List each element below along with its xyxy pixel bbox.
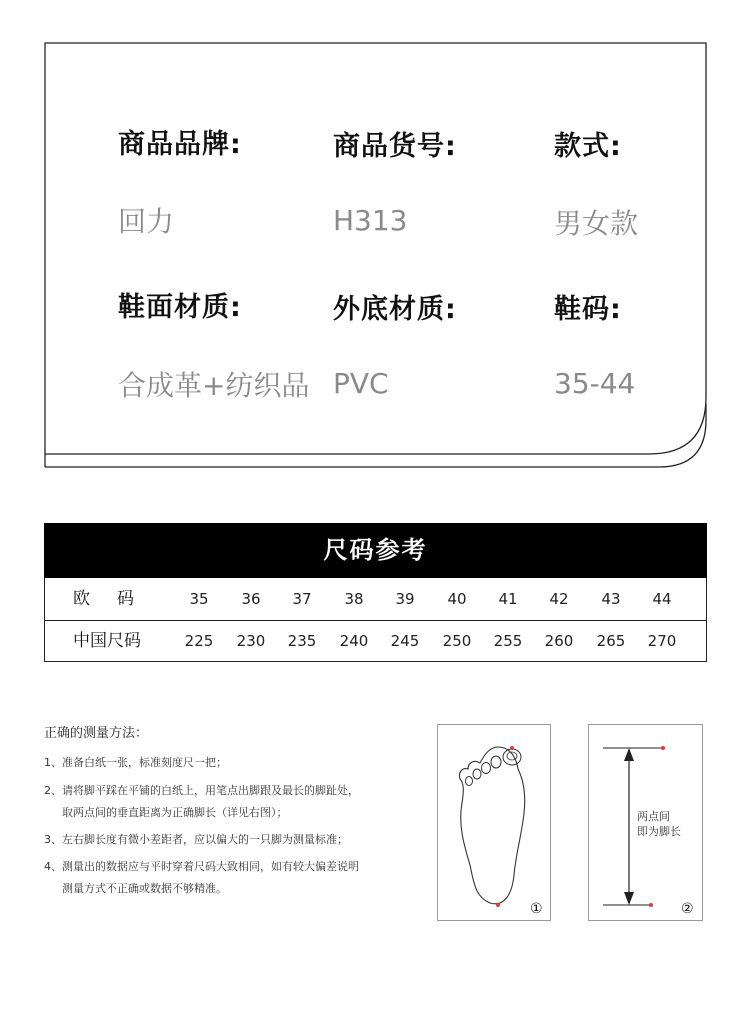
style-value: 男女款 xyxy=(554,207,639,240)
size-chart-title: 尺码参考 xyxy=(44,523,707,578)
length-diagram xyxy=(588,724,703,921)
upper-material-value: 合成革+纺织品 xyxy=(118,369,310,402)
size-cell: 255 xyxy=(493,632,523,650)
item-no-label: 商品货号: xyxy=(333,131,457,162)
heel-point-marker xyxy=(496,903,500,907)
shoe-size-value: 35-44 xyxy=(554,367,636,400)
size-cell: 235 xyxy=(287,632,317,650)
measurement-title: 正确的测量方法： xyxy=(44,726,149,741)
upper-material-label: 鞋面材质: xyxy=(118,292,242,323)
measurement-step: 1、准备白纸一张，标准刻度尺一把； xyxy=(44,756,227,769)
size-cell: 43 xyxy=(601,590,621,608)
size-cell: 41 xyxy=(498,590,518,608)
size-cell: 260 xyxy=(544,632,574,650)
measurement-step-continued: 取两点间的垂直距离为正确脚长（详见右图）； xyxy=(62,806,288,819)
shoe-size-label: 鞋码: xyxy=(554,294,622,325)
foot-outline-icon xyxy=(438,725,550,920)
size-cell: 250 xyxy=(442,632,472,650)
size-cell: 37 xyxy=(292,590,312,608)
length-label-line1: 两点间 xyxy=(637,810,670,823)
figure2-marker: ② xyxy=(681,901,694,917)
product-info-card xyxy=(44,42,708,470)
size-cell: 230 xyxy=(236,632,266,650)
size-cell: 39 xyxy=(395,590,415,608)
sole-material-label: 外底材质: xyxy=(333,294,457,325)
sole-material-value: PVC xyxy=(333,367,389,400)
brand-label: 商品品牌: xyxy=(118,129,242,160)
size-cell: 265 xyxy=(596,632,626,650)
foot-diagram xyxy=(437,724,551,921)
length-label-line2: 即为脚长 xyxy=(637,825,681,838)
size-cell: 245 xyxy=(390,632,420,650)
card-frame xyxy=(44,42,708,470)
size-cell: 44 xyxy=(652,590,672,608)
measurement-step: 3、左右脚长度有微小差距者，应以偏大的一只脚为测量标准； xyxy=(44,833,348,846)
size-row-cn xyxy=(45,620,706,662)
brand-value: 回力 xyxy=(118,205,175,238)
size-row-eu xyxy=(45,578,706,621)
size-cell: 42 xyxy=(549,590,569,608)
size-cell: 40 xyxy=(447,590,467,608)
measurement-step: 4、测量出的数据应与平时穿着尺码大致相同，如有较大偏差说明 xyxy=(44,860,359,873)
size-row-label: 中国尺码 xyxy=(73,631,141,651)
measurement-step-continued: 测量方式不正确或数据不够精准。 xyxy=(62,882,227,895)
size-cell: 240 xyxy=(339,632,369,650)
size-cell: 38 xyxy=(344,590,364,608)
figure1-marker: ① xyxy=(530,901,543,917)
toe-point-marker xyxy=(510,746,514,750)
size-cell: 270 xyxy=(647,632,677,650)
size-cell: 35 xyxy=(189,590,209,608)
size-chart-table xyxy=(44,578,707,662)
size-row-label: 欧码 xyxy=(73,589,161,609)
size-cell: 225 xyxy=(184,632,214,650)
size-cell: 36 xyxy=(241,590,261,608)
item-no-value: H313 xyxy=(333,204,408,237)
measurement-step: 2、请将脚平踩在平铺的白纸上，用笔点出脚跟及最长的脚趾处， xyxy=(44,784,359,797)
style-label: 款式: xyxy=(554,131,622,162)
